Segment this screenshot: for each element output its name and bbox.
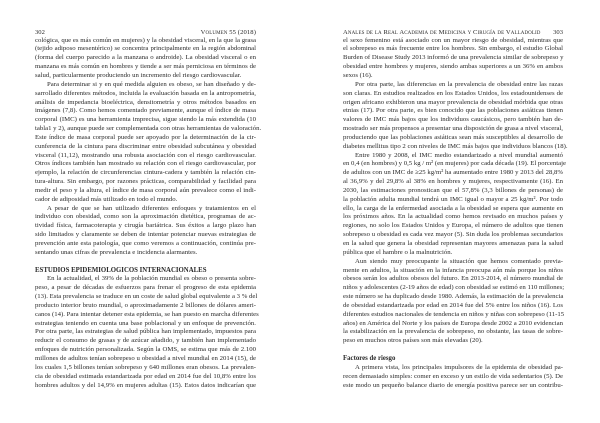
- text-line: peso en muchos otros países son más elevadas (20).: [343, 337, 483, 345]
- paragraph: [35, 275, 259, 390]
- text-line: sarrollado diferentes métodos, incluida la evaluación basada en la antropometría,: [35, 89, 256, 97]
- text-line: regiones, no solo los Estados Unidos y Europa, el número de adultos que tienen: [343, 222, 563, 230]
- text-line: los cuales 1,5 billones tenían sobrepeso y 640 millones eran obesos. La prevalen-: [35, 363, 256, 371]
- paragraph: [35, 205, 256, 258]
- text-line: Para determinar si y en qué medida alguien es obeso, se han diseñado y de-: [47, 80, 256, 88]
- text-line: cunferencia de la cintura para discriminar entre obesidad subcutánea y obesidad: [35, 142, 256, 150]
- text-line: diabetes mellitus tipo 2 con niveles de IMC más bajos que individuos blancos (18).: [343, 142, 568, 150]
- text-line: (13). Esta prevalencia se traduce en un coste de salud global equivalente a 3 % del: [35, 293, 258, 301]
- text-line: mente en adultos, la situación en la infancia preocupa aún más porque los niños: [343, 266, 563, 274]
- blank-line: [343, 346, 563, 355]
- text-line: pública que el hambre o la malnutrición.: [343, 248, 453, 256]
- text-line: en 0,4 (en hombres) y 0,5 kg / m² (en mujeres) por cada década (19). El porcentaje: [343, 160, 567, 168]
- text-line: Otros índices también han mostrado su relación con el riesgo cardiovascular, por: [35, 160, 256, 168]
- text-line: Por otra parte, las diferencias en la prevalencia de obesidad entre las razas: [355, 80, 563, 88]
- text-line: Por otra parte, las estrategias de salud pública han implementado, impuestos para: [35, 328, 256, 336]
- paragraph: [35, 80, 262, 205]
- page-number: 303: [553, 29, 563, 36]
- text-line: valores de IMC más bajos que los individuos caucásicos, pero también han de-: [343, 116, 563, 124]
- text-line: 2030, las estimaciones pronostican que el 57,8% (3,3 billones de personas) de: [343, 186, 563, 194]
- text-line: cia de obesidad estimada estandarizada por edad en 2014 fue del 10,8% entre los: [35, 372, 256, 380]
- text-line: análisis de impedancia bioeléctrica, densitometría y otros métodos basados en: [35, 98, 256, 106]
- section-heading: ESTUDIOS EPIDEMIOLOGICOS INTERNACIONALES: [35, 266, 207, 274]
- text-line: peso, a pesar de décadas de esfuerzos para frenar el progreso de esta epidemia: [35, 284, 256, 292]
- text-line: la estabilización en la prevalencia de sobrepeso, no obstante, las tasas de sobre-: [343, 328, 563, 336]
- paragraph: [35, 37, 256, 81]
- page-number: 302: [35, 29, 45, 36]
- text-line: sentando unas cifras de prevalencia e incidencia alarmantes.: [35, 248, 198, 256]
- text-line: medir el peso y la altura, el índice de masa corporal aún prevalece como el indi-: [35, 186, 256, 194]
- text-line: millones de adultos tenían sobrepeso u obesidad a nivel mundial en 2014 (15), de: [35, 354, 256, 362]
- text-line: etnias (17). Por otra parte, es bien conocido que las poblaciones asiáticas tienen: [343, 107, 563, 115]
- text-line: obesos serán los adultos obesos del futuro. En 2013-2014, el número mundial de: [343, 275, 563, 283]
- text-line: sobrepeso u obesidad es cada vez mayor (5). Sin duda los problemas secundarios: [343, 231, 563, 239]
- text-line: en la salud que genera la obesidad representan mayores amenazas para la salud: [343, 240, 563, 247]
- text-column: [343, 36, 568, 391]
- text-line: cador de adiposidad más utilizado en todo el mundo.: [35, 195, 178, 203]
- text-line: canos (14). Para intentar detener esta epidemia, se han puesto en marcha diferentes: [35, 310, 259, 318]
- text-line: A pesar de que se han utilizado diferentes enfoques y tratamientos en el: [47, 204, 256, 212]
- text-line: sido limitados y claramente se deben de intentar potenciar nuevas estrategias de: [35, 231, 256, 239]
- text-line: cológica, que es más común en mujeres) y la obesidad visceral, en la que la grasa: [35, 36, 256, 44]
- text-line: hombres adultos y del 14,9% en mujeres adultas (15). Estos datos indicarían que: [35, 381, 256, 389]
- text-line: individuo con obesidad, como son la aproximación dietética, programas de ac-: [35, 213, 256, 221]
- text-line: Burden of Disease Study 2013 informó de una prevalencia similar de sobrepeso y: [343, 54, 564, 62]
- text-line: tividad física, farmacoterapia y cirugía bariátrica. Sus éxitos a largo plazo han: [35, 222, 256, 230]
- text-line: Aun siendo muy preocupante la situación que hemos comentado previa-: [355, 257, 563, 265]
- text-line: Este índice de masa corporal puede ser apoyado por la determinación de la cir-: [35, 133, 256, 141]
- text-line: la población adulta mundial tendrá un IMC igual o mayor a 25 kg/m². Por todo: [343, 195, 563, 203]
- text-line: (forma del cuerpo parecido a la manzana o androide). La obesidad visceral o en: [35, 54, 256, 62]
- text-line: de adultos con un IMC de ≥25 kg/m² ha aumentado entre 1980 y 2013 del 28,8%: [343, 169, 563, 177]
- running-header: Anales de la Real Academia de Medicina y Cirugía de Valladolid: [343, 29, 541, 36]
- text-line: Entre 1980 y 2008, el IMC medio estandarizado a nivel mundial aumentó: [355, 151, 563, 159]
- text-line: enfoques de nutrición personalizada. Según la OMS, se estima que más de 2.100: [35, 346, 256, 354]
- text-line: corporal (IMC) es una herramienta imprecisa, sigue siendo la más extendida (10: [35, 116, 256, 124]
- text-line: tabla1 y 2), aunque puede ser complementada con otras herramientas de valoración.: [35, 125, 262, 133]
- paragraph: [343, 151, 567, 258]
- paragraph: [343, 80, 568, 152]
- text-line: mostrado ser más propensos a presentar una disposición de grasa a nivel visceral,: [343, 125, 563, 133]
- text-line: el sobrepeso es más frecuente entre los hombres. Sin embargo, el estudio Global: [343, 45, 563, 53]
- text-line: ello, la carga de la enfermedad asociada a la obesidad se espera que aumente en: [343, 204, 563, 212]
- paragraph: [343, 258, 563, 346]
- text-line: años) en América del Norte y los países de Europa desde 2002 a 2010 evidencian: [343, 319, 563, 327]
- text-line: ejemplo, la relación de circunferencias cintura-cadera y también la relación cin-: [35, 169, 256, 177]
- text-line: al 36,9% y del 29,8% al 38% en hombres y mujeres, respectivamente (16). En: [343, 178, 563, 186]
- text-line: estrategias teniendo en cuenta una base poblacional y un enfoque de prevención.: [35, 319, 256, 327]
- text-line: produciendo que las poblaciones asiáticas sean más susceptibles al desarrollo de: [343, 133, 563, 141]
- text-column: [35, 36, 262, 391]
- text-line: prevención ante esta patología, que como veremos a continuación, continúa pre-: [35, 240, 256, 247]
- text-line: son claras. En estudios realizados en los Estados Unidos, los estadounidenses de: [343, 89, 563, 97]
- text-line: salud, particularmente produciendo un incremento del riesgo cardiovascular.: [35, 71, 242, 79]
- text-line: de obesidad estandarizada por edad en 2014 fue del 5% entre los niños (16). Los: [343, 301, 563, 309]
- text-line: reducir el consumo de grasas y de azúcar añadido, y también han implementado: [35, 337, 256, 345]
- text-line: En la actualidad, el 39% de la población mundial es obeso o presenta sobre-: [47, 275, 256, 283]
- paragraph: [343, 37, 563, 81]
- paragraph: [343, 364, 563, 391]
- text-line: sexos (16).: [343, 71, 373, 79]
- text-line: los próximos años. En la actualidad como hemos revisado en muchos países y: [343, 213, 563, 221]
- running-header: Volumen 55 (2018): [200, 29, 256, 36]
- text-line: recen demasiado simples: comer en exceso y un estilo de vida sedentarios (5). De: [343, 372, 564, 380]
- text-line: producto interior bruto mundial, o aproximadamente 2 billones de dólares ameri-: [35, 301, 256, 309]
- text-line: A primera vista, los principales impulsores de la epidemia de obesidad pa-: [355, 363, 563, 371]
- text-line: diferentes estudios nacionales de tendencia en niños y niñas con sobrepeso (11-15: [343, 310, 565, 318]
- text-line: imágenes (7,8). Como hemos comentado previamente, aunque el índice de masa: [35, 107, 256, 115]
- text-line: origen africano exhibieron una mayor prevalencia de obesidad mórbida que otras: [343, 98, 563, 106]
- text-line: el sexo femenino está asociado con un mayor riesgo de obesidad, mientras que: [343, 36, 563, 44]
- text-line: este modo un pequeño balance diario de energía positiva parece ser un contribu-: [343, 381, 563, 389]
- text-line: este número se ha duplicado desde 1980. Además, la estimación de la prevalencia: [343, 293, 564, 301]
- text-line: manzana es más común en hombres y tiende a ser más perniciosa en términos de: [35, 63, 256, 71]
- text-line: niños y adolescentes (2-19 años de edad) con obesidad se estimó en 110 millones;: [343, 284, 565, 292]
- text-line: visceral (11,12), mostrando una robusta asociación con el riesgo cardiovascular.: [35, 151, 256, 159]
- right-page: [300, 0, 600, 423]
- section-heading: Factores de riesgo: [343, 354, 396, 362]
- text-line: obesidad entre hombres y mujeres, siendo ambas superiores a un 36% en ambos: [343, 63, 563, 71]
- text-line: (tejido adiposo mesentérico) se concentra principalmente en la región abdominal: [35, 45, 256, 53]
- text-line: tura-altura. Sin embargo, por razones prácticas, comparabilidad y facilidad para: [35, 178, 256, 186]
- blank-line: [35, 258, 256, 267]
